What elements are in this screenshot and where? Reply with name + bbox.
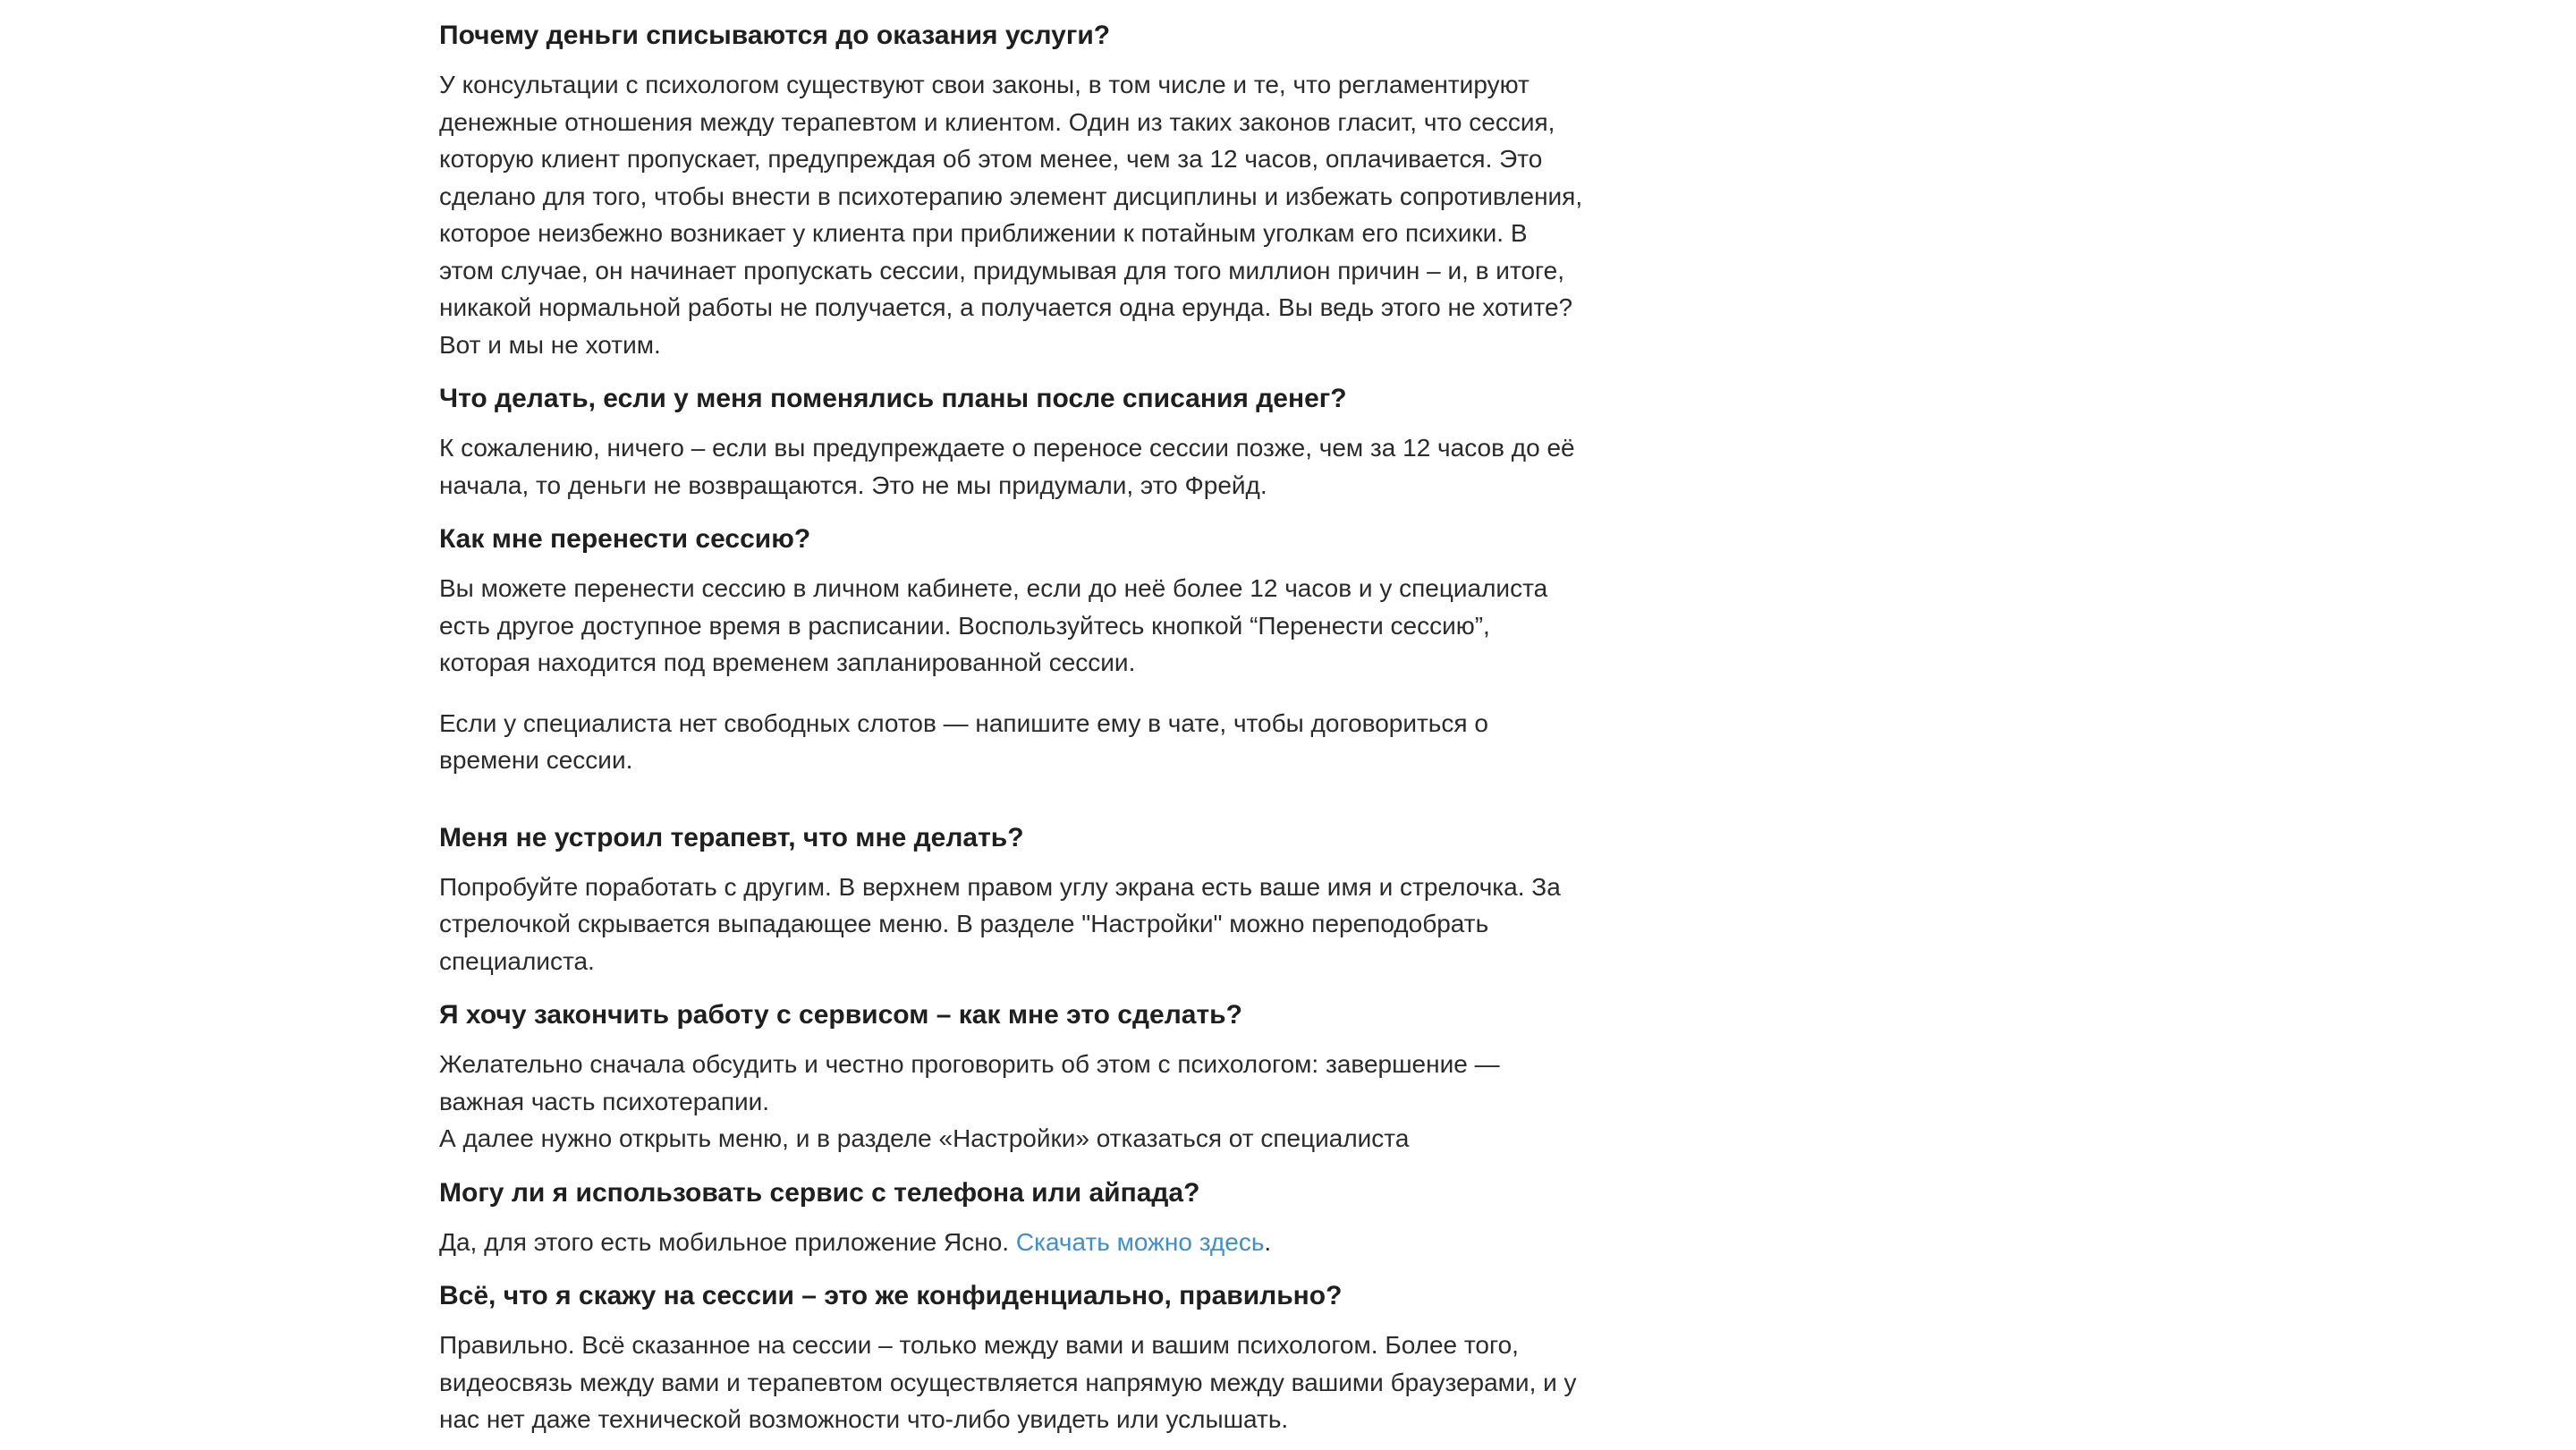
faq-list bbox=[439, 13, 1584, 1438]
faq-item bbox=[439, 1170, 1584, 1261]
download-app-link[interactable]: Скачать можно здесь bbox=[1015, 1227, 1265, 1256]
faq-question: Почему деньги списываются до оказания услуги? bbox=[439, 21, 1111, 50]
faq-item bbox=[439, 516, 1584, 779]
faq-answer bbox=[439, 1224, 1584, 1261]
faq-answer: Вы можете перенести сессию в личном кабинете, если до неё более 12 часов и у специалиста есть другое доступное время в расписании. Воспользуйтесь кнопкой “Перенести сессию”, которая находится под временем запланированной сессии. bbox=[439, 574, 1548, 676]
faq-answer: К сожалению, ничего – если вы предупреждаете о переносе сессии позже, чем за 12 часов до её начала, то деньги не возвращаются. Это не мы придумали, это Фрейд. bbox=[439, 434, 1575, 499]
faq-answer: Попробуйте поработать с другим. В верхнем правом углу экрана есть ваше имя и стрелочка. За стрелочкой скрывается выпадающее меню. В разделе "Настройки" можно переподобрать специалиста. bbox=[439, 872, 1561, 975]
faq-item bbox=[439, 992, 1584, 1157]
faq-item bbox=[439, 815, 1584, 980]
faq-answer: Правильно. Всё сказанное на сессии – только между вами и вашим психологом. Более того, видеосвязь между вами и терапевтом осуществляется напрямую между вашими браузерами, и у нас нет даже технической возможности что-либо увидеть или услышать. bbox=[439, 1331, 1577, 1433]
faq-question: Всё, что я скажу на сессии – это же конфиденциально, правильно? bbox=[439, 1281, 1343, 1310]
faq-item bbox=[439, 13, 1584, 363]
faq-answer-extra: А далее нужно открыть меню, и в разделе «Настройки» отказаться от специалиста bbox=[439, 1124, 1410, 1152]
faq-answer-extra: Если у специалиста нет свободных слотов — напишите ему в чате, чтобы договориться о времени сессии. bbox=[439, 708, 1488, 774]
faq-answer-suffix: . bbox=[1264, 1227, 1272, 1256]
faq-answer-text: Да, для этого есть мобильное приложение Ясно. bbox=[439, 1227, 1016, 1256]
faq-answer: Желательно сначала обсудить и честно проговорить об этом с психологом: завершение — важная часть психотерапии. bbox=[439, 1050, 1500, 1115]
faq-question: Меня не устроил терапевт, что мне делать? bbox=[439, 822, 1024, 852]
faq-item bbox=[439, 376, 1584, 504]
faq-question: Что делать, если у меня поменялись планы после списания денег? bbox=[439, 384, 1347, 413]
faq-item bbox=[439, 1273, 1584, 1438]
faq-question: Могу ли я использовать сервис с телефона или айпада? bbox=[439, 1177, 1200, 1208]
faq-answer: У консультации с психологом существуют свои законы, в том числе и те, что регламентируют денежные отношения между терапевтом и клиентом. Один из таких законов гласит, что сессия, которую клиент пропускает, предупреждая об этом менее, чем за 12 часов, оплачивается. Это сделано для того, чтобы внести в психотерапию элемент дисциплины и избежать сопротивления, которое неизбежно возникает у клиента при приближении к потайным уголкам его психики. В этом случае, он начинает пропускать сессии, придумывая для того миллион причин – и, в итоге, никакой нормальной работы не получается, а получается одна ерунда. Вы ведь этого не хотите? Вот и мы не хотим. bbox=[439, 71, 1583, 359]
faq-question: Как мне перенести сессию? bbox=[439, 524, 811, 554]
faq-question: Я хочу закончить работу с сервисом – как мне это сделать? bbox=[439, 1000, 1242, 1030]
